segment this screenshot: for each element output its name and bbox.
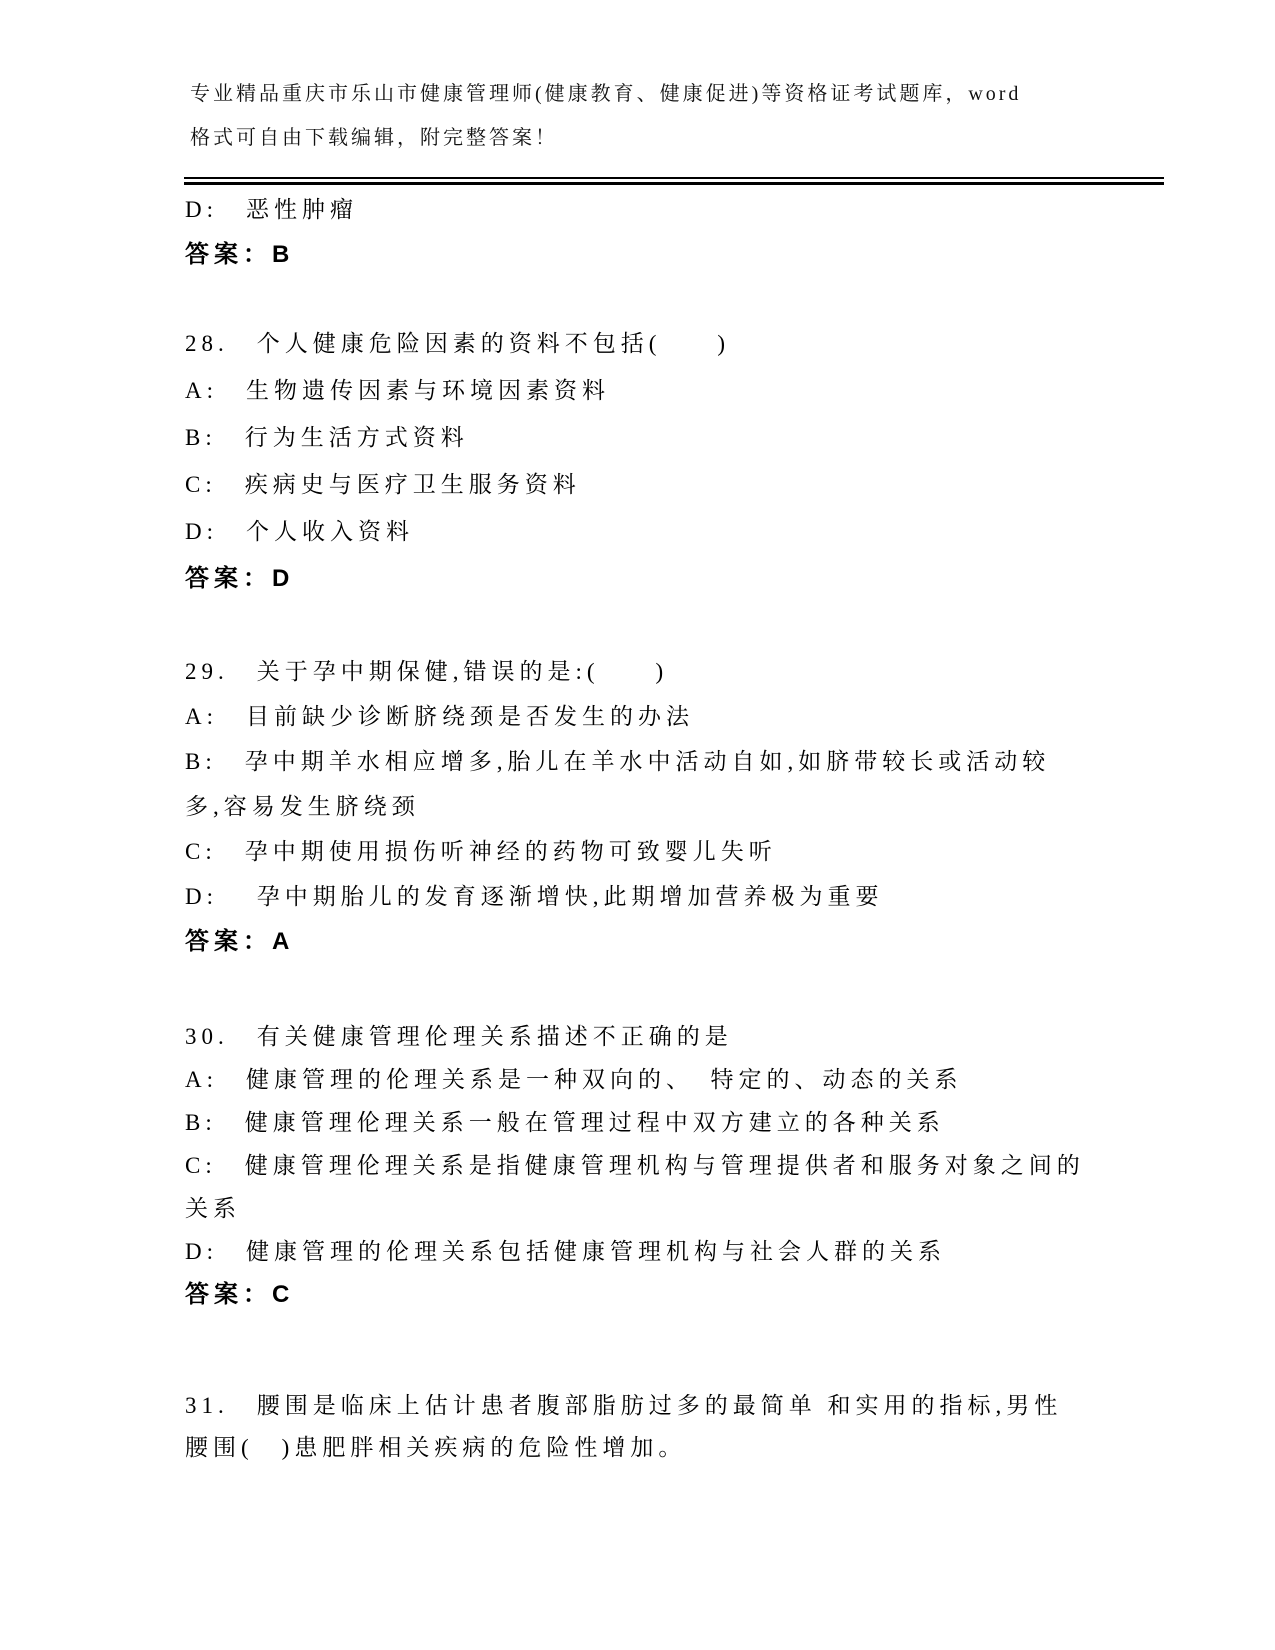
question-28 (185, 320, 1085, 602)
option-line-c: C: 孕中期使用损伤听神经的药物可致婴儿失听 (185, 839, 777, 864)
option-line-b: B: 孕中期羊水相应增多,胎儿在羊水中活动自如,如脐带较长或活动较多,容易发生脐绕颈 (185, 749, 1051, 819)
option-line-b: B: 行为生活方式资料 (185, 425, 469, 450)
option-line-d: D: 恶性肿瘤 (185, 197, 358, 222)
header-line-2: 格式可自由下载编辑，附完整答案！ (190, 127, 558, 149)
question-31 (185, 1385, 1085, 1469)
header-line-1: 专业精品重庆市乐山市健康管理师(健康教育、健康促进)等资格证考试题库，word (190, 83, 1022, 105)
header-rule (184, 177, 1164, 185)
answer-line: 答案：A (185, 928, 295, 955)
question-stem: 31. 腰围是临床上估计患者腹部脂肪过多的最简单 和实用的指标,男性腰围( )患肥胖相关疾病的危险性增加。 (185, 1393, 1063, 1460)
option-line-d: D: 孕中期胎儿的发育逐渐增快,此期增加营养极为重要 (185, 884, 884, 909)
option-line-c: C: 健康管理伦理关系是指健康管理机构与管理提供者和服务对象之间的关系 (185, 1153, 1085, 1221)
option-line-a: A: 生物遗传因素与环境因素资料 (185, 378, 610, 403)
option-line-d: D: 个人收入资料 (185, 519, 414, 544)
question-stem: 28. 个人健康危险因素的资料不包括( ) (185, 331, 731, 356)
option-line-b: B: 健康管理伦理关系一般在管理过程中双方建立的各种关系 (185, 1110, 945, 1135)
question-stem: 29. 关于孕中期保健,错误的是:( ) (185, 659, 669, 684)
question-27-tail (185, 187, 1085, 277)
question-29 (185, 649, 1085, 964)
answer-line: 答案：D (185, 565, 295, 592)
option-line-d: D: 健康管理的伦理关系包括健康管理机构与社会人群的关系 (185, 1239, 946, 1264)
question-30 (185, 1015, 1085, 1316)
option-line-a: A: 目前缺少诊断脐绕颈是否发生的办法 (185, 704, 694, 729)
answer-line: 答案：C (185, 1281, 295, 1308)
page-header (190, 72, 1165, 160)
answer-line: 答案：B (185, 241, 295, 268)
option-line-a: A: 健康管理的伦理关系是一种双向的、 特定的、动态的关系 (185, 1067, 963, 1092)
question-stem: 30. 有关健康管理伦理关系描述不正确的是 (185, 1024, 733, 1049)
option-line-c: C: 疾病史与医疗卫生服务资料 (185, 472, 581, 497)
